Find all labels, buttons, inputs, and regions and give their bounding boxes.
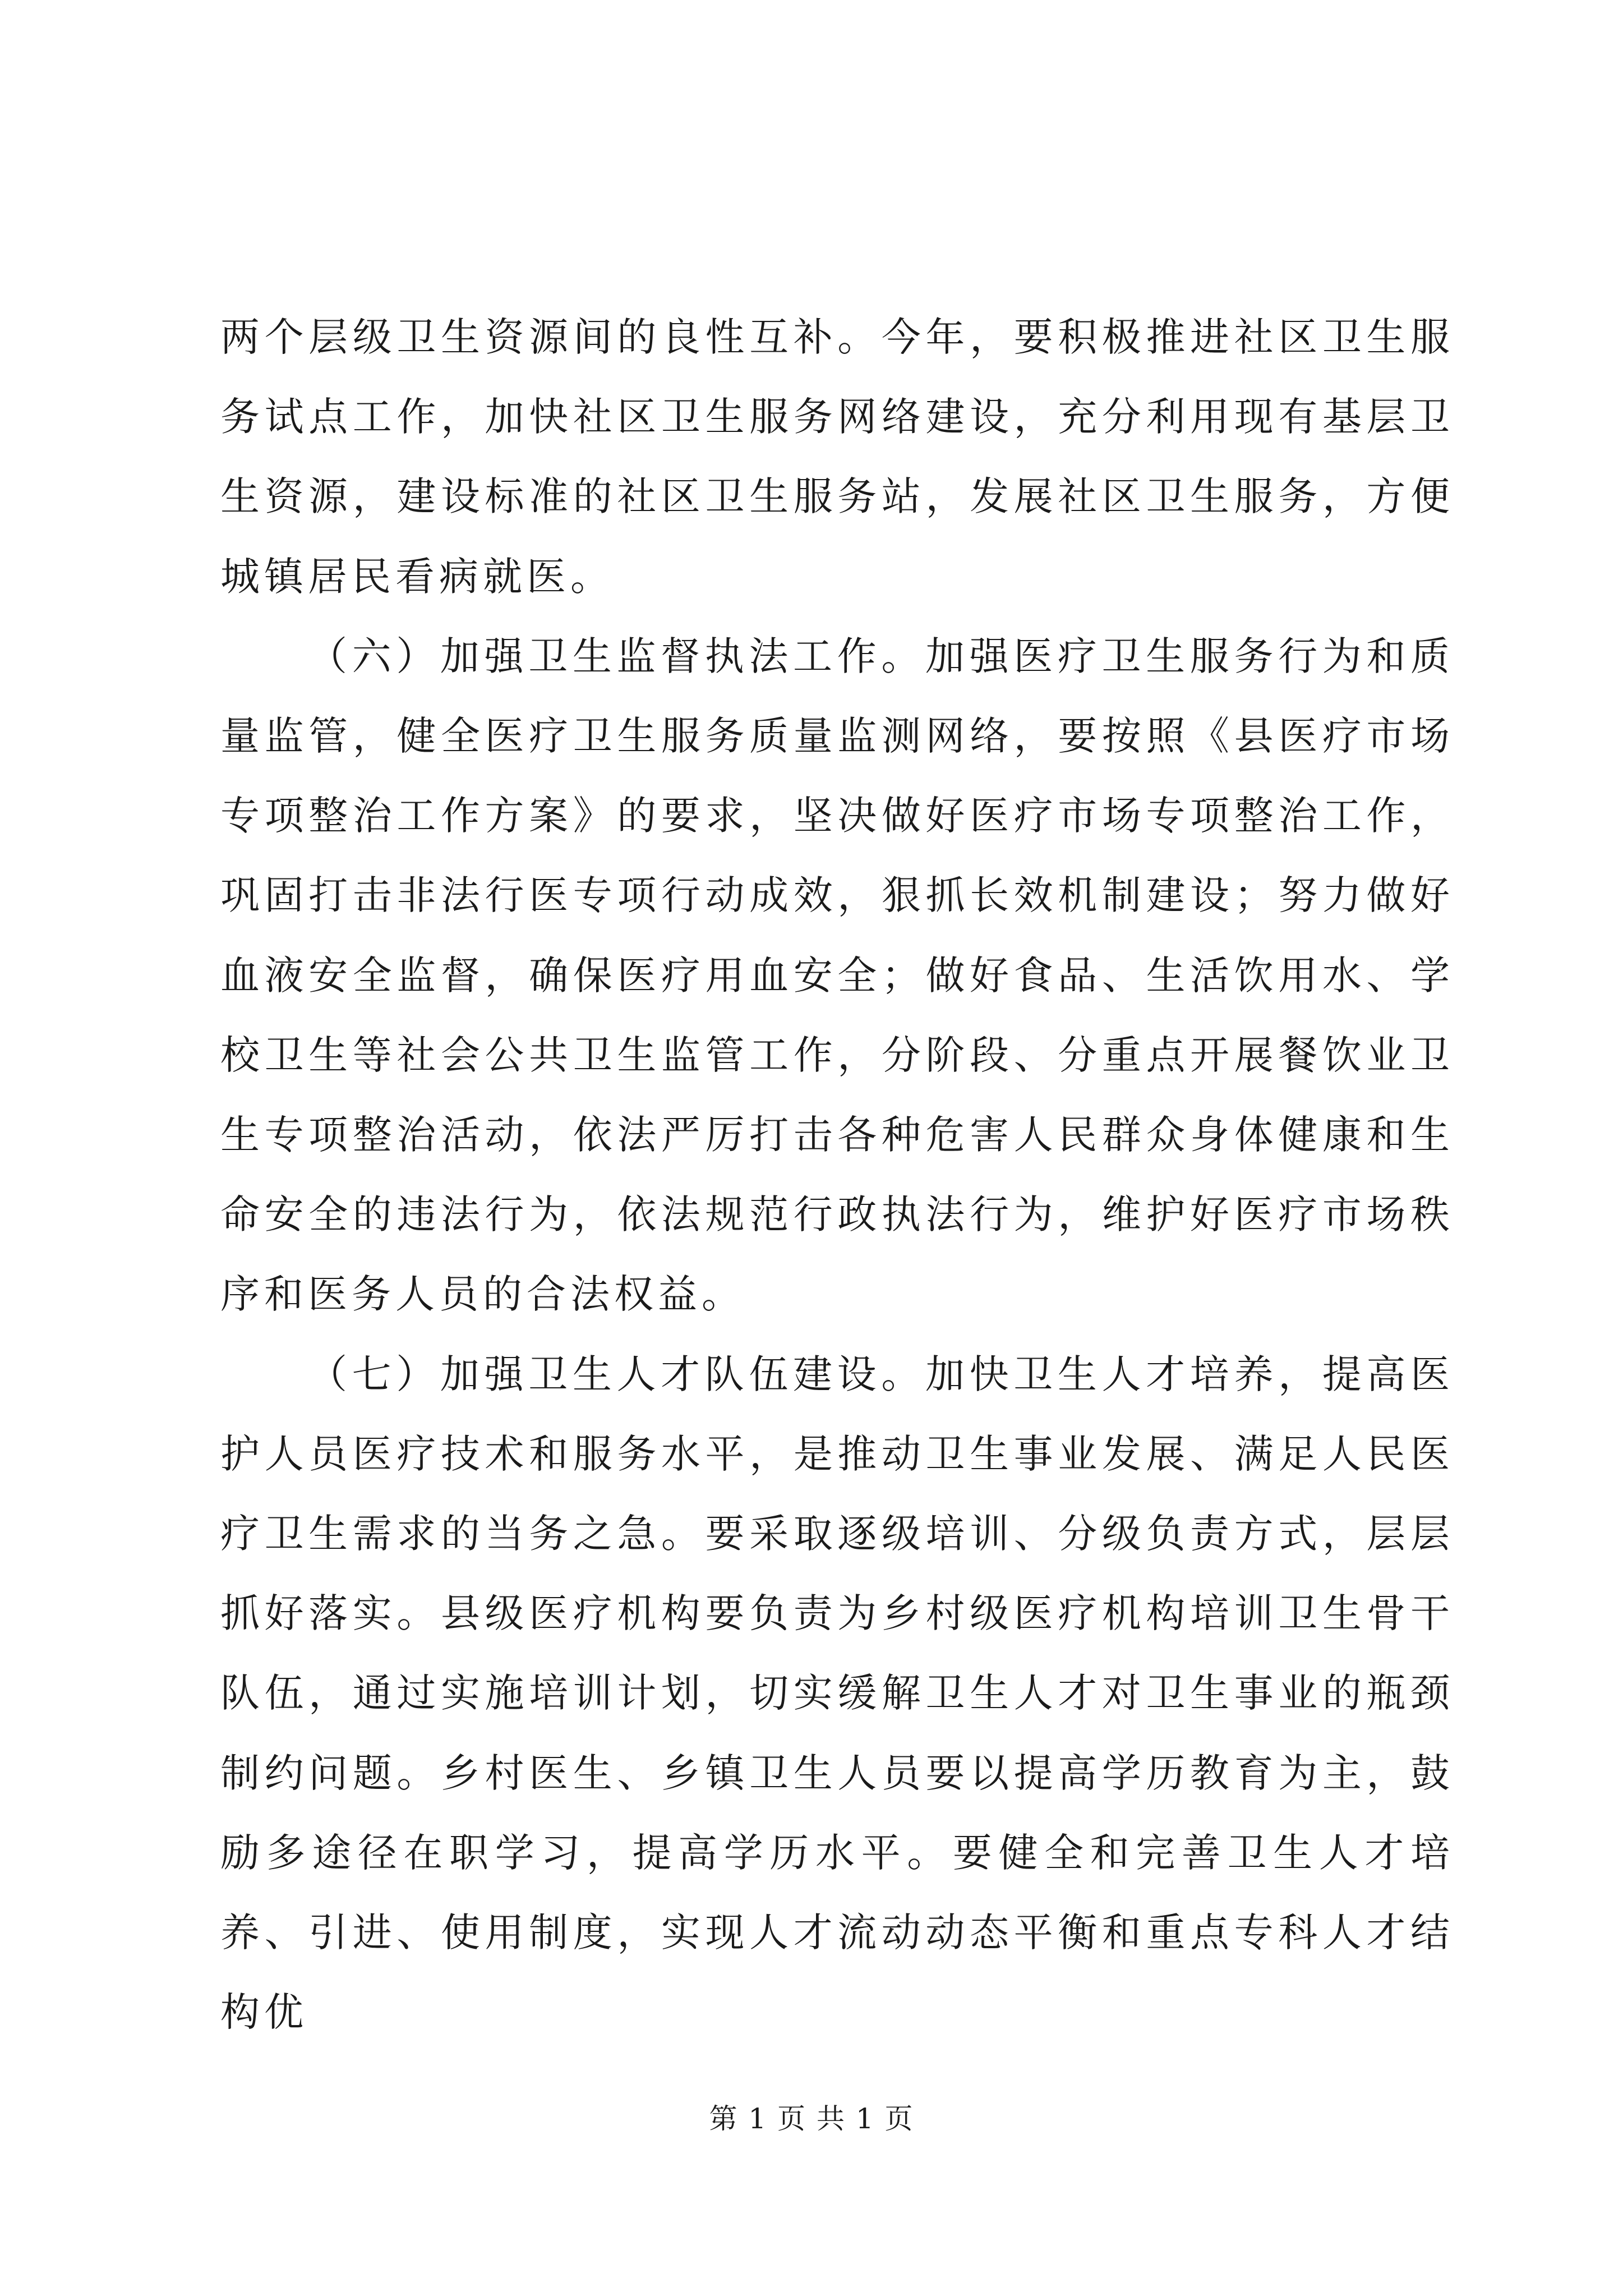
document-body [220,297,1454,2052]
page-footer: 第 1 页 共 1 页 [709,2102,914,2135]
paragraph-section-6: （六）加强卫生监督执法工作。加强医疗卫生服务行为和质量监管，健全医疗卫生服务质量监测网络，要按照《县医疗市场专项整治工作方案》的要求，坚决做好医疗市场专项整治工作，巩固打击非法行医专项行动成效，狠抓长效机制建设；努力做好血液安全监督，确保医疗用血安全；做好食品、生活饮用水、学校卫生等社会公共卫生监管工作，分阶段、分重点开展餐饮业卫生专项整治活动，依法严厉打击各种危害人民群众身体健康和生命安全的违法行为，依法规范行政执法行为，维护好医疗市场秩序和医务人员的合法权益。 [220,633,1454,1318]
paragraph-section-7: （七）加强卫生人才队伍建设。加快卫生人才培养，提高医护人员医疗技术和服务水平，是推动卫生事业发展、满足人民医疗卫生需求的当务之急。要采取逐级培训、分级负责方式，层层抓好落实。县级医疗机构要负责为乡村级医疗机构培训卫生骨干队伍，通过实施培训计划，切实缓解卫生人才对卫生事业的瓶颈制约问题。乡村医生、乡镇卫生人员要以提高学历教育为主，鼓励多途径在职学习，提高学历水平。要健全和完善卫生人才培养、引进、使用制度，实现人才流动动态平衡和重点专科人才结构优 [220,1351,1454,2036]
paragraph-continuation: 两个层级卫生资源间的良性互补。今年，要积极推进社区卫生服务试点工作，加快社区卫生服务网络建设，充分利用现有基层卫生资源，建设标准的社区卫生服务站，发展社区卫生服务，方便城镇居民看病就医。 [220,314,1454,600]
